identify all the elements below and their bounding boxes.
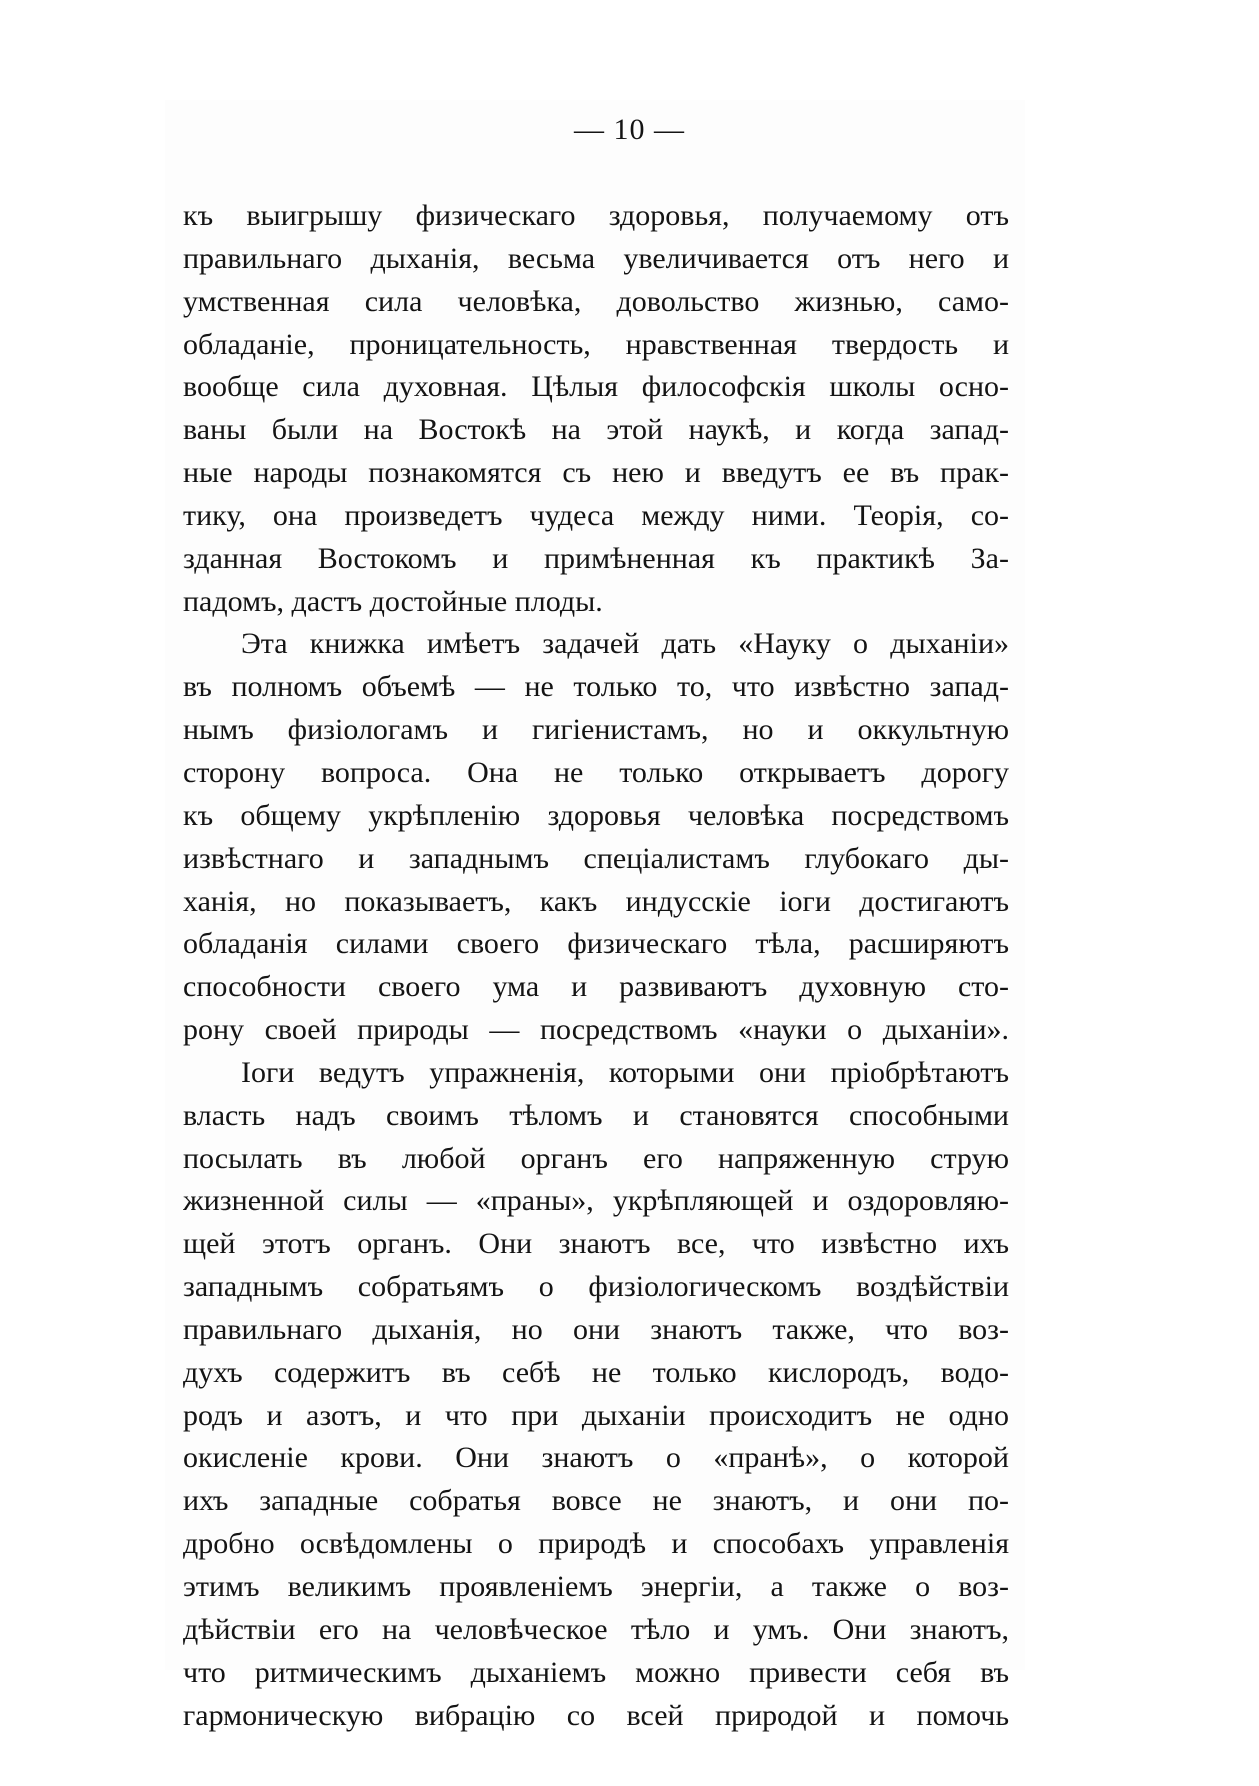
text-line: власть надъ своимъ тѣломъ и становятся способными bbox=[183, 1098, 1009, 1132]
text-line: Іоги ведутъ упражненія, которыми они пріобрѣтаютъ bbox=[241, 1055, 1009, 1089]
text-line: падомъ, дастъ достойные плоды. bbox=[183, 584, 603, 618]
text-line: тику, она произведетъ чудеса между ними. Теорія, со- bbox=[183, 498, 1009, 532]
text-line: жизненной силы — «праны», укрѣпляющей и оздоровляю- bbox=[183, 1184, 1009, 1218]
text-line: извѣстнаго и западнымъ спеціалистамъ глубокаго ды- bbox=[183, 841, 1009, 875]
text-line: обладаніе, проницательность, нравственная твердость и bbox=[183, 327, 1009, 361]
text-line: ханія, но показываетъ, какъ индусскіе іоги достигаютъ bbox=[183, 884, 1009, 918]
text-line: дробно освѣдомлены о природѣ и способахъ управленія bbox=[183, 1527, 1009, 1561]
text-line: что ритмическимъ дыханіемъ можно привести себя въ bbox=[183, 1655, 1009, 1689]
text-line: родъ и азотъ, и что при дыханіи происходитъ не одно bbox=[183, 1398, 1009, 1432]
text-line: духъ содержитъ въ себѣ не только кислородъ, водо- bbox=[183, 1355, 1009, 1389]
text-line: правильнаго дыханія, весьма увеличивается отъ него и bbox=[183, 241, 1009, 275]
text-line: обладанія силами своего физическаго тѣла, расширяютъ bbox=[183, 927, 1009, 961]
text-line: умственная сила человѣка, довольство жизнью, само- bbox=[183, 284, 1009, 318]
text-line: къ общему укрѣпленію здоровья человѣка посредствомъ bbox=[183, 798, 1009, 832]
text-line: Эта книжка имѣетъ задачей дать «Науку о дыханіи» bbox=[241, 627, 1009, 661]
text-line: этимъ великимъ проявленіемъ энергіи, а также о воз- bbox=[183, 1570, 1009, 1603]
text-line: правильнаго дыханія, но они знаютъ также, что воз- bbox=[183, 1312, 1009, 1346]
text-line: зданная Востокомъ и примѣненная къ практикѣ За- bbox=[183, 541, 1009, 575]
text-line: способности своего ума и развиваютъ духовную сто- bbox=[183, 970, 1009, 1004]
text-line: гармоническую вибрацію со всей природой и помочь bbox=[183, 1698, 1009, 1732]
text-line: въ полномъ объемѣ — не только то, что извѣстно запад- bbox=[183, 670, 1009, 704]
text-line: дѣйствіи его на человѣческое тѣло и умъ. Они знаютъ, bbox=[183, 1612, 1009, 1646]
text-line: ваны были на Востокѣ на этой наукѣ, и когда запад- bbox=[183, 413, 1009, 447]
text-line: ные народы познакомятся съ нею и введутъ ее въ прак- bbox=[183, 456, 1009, 490]
text-line: къ выигрышу физическаго здоровья, получаемому отъ bbox=[183, 199, 1009, 232]
text-line: ихъ западные собратья вовсе не знаютъ, и они по- bbox=[183, 1484, 1009, 1518]
text-line: щей этотъ органъ. Они знаютъ все, что извѣстно ихъ bbox=[183, 1227, 1009, 1261]
body-text bbox=[183, 195, 1009, 1737]
text-line: посылать въ любой органъ его напряженную струю bbox=[183, 1141, 1009, 1175]
text-line: сторону вопроса. Она не только открываетъ дорогу bbox=[183, 755, 1009, 789]
text-line: окисленіе крови. Они знаютъ о «пранѣ», о которой bbox=[183, 1441, 1009, 1475]
page-number: — 10 — bbox=[574, 113, 685, 146]
text-line: вообще сила духовная. Цѣлыя философскія школы осно- bbox=[183, 370, 1009, 404]
text-line: западнымъ собратьямъ о физіологическомъ воздѣйствіи bbox=[183, 1270, 1009, 1304]
text-line: нымъ физіологамъ и гигіенистамъ, но и оккультную bbox=[183, 713, 1009, 747]
text-line: рону своей природы — посредствомъ «науки о дыханіи». bbox=[183, 1013, 1009, 1047]
